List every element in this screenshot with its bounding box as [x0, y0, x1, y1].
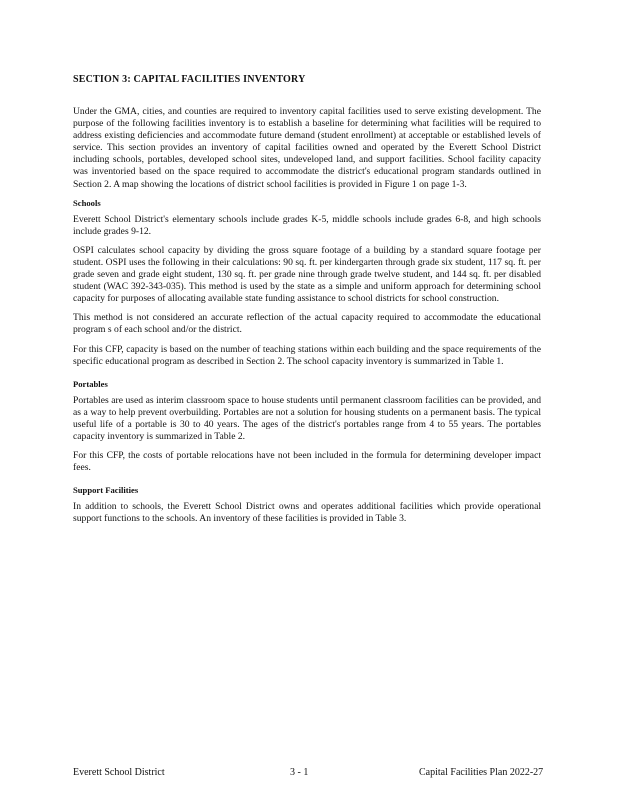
document-body: [73, 106, 541, 532]
portables-heading: Portables: [73, 378, 108, 389]
schools-heading: Schools: [73, 197, 101, 208]
footer-plan-title: Capital Facilities Plan 2022-27: [419, 767, 544, 778]
support-facilities-heading: Support Facilities: [73, 485, 139, 496]
schools-paragraph-3: This method is not considered an accurate reflection of the actual capacity required to accommodate the educational program s of each school and/or the district.: [73, 312, 541, 336]
portables-paragraph-1: Portables are used as interim classroom space to house students until permanent classroom facilities can be provided, and as a way to help prevent overbuilding. Portables are not a solution for housing students on a permanent basis. The typical useful life of a portable is 30 to 40 years. The ages of the district's portables range from 4 to 55 years. The portables capacity inventory is summarized in Table 2.: [73, 394, 541, 442]
section-heading: SECTION 3: CAPITAL FACILITIES INVENTORY: [73, 74, 306, 85]
support-facilities-paragraph: In addition to schools, the Everett School District owns and operates additional facilities which provide operational support functions to the schools. An inventory of these facilities is provided in Table 3.: [73, 501, 541, 525]
footer-page-number: 3 - 1: [290, 767, 309, 778]
footer-district-name: Everett School District: [73, 767, 165, 778]
schools-paragraph-4: For this CFP, capacity is based on the number of teaching stations within each building and the space requirements of the specific educational program as described in Section 2. The school capacity inventory is summarized in Table 1.: [73, 343, 541, 367]
schools-paragraph-1: Everett School District's elementary schools include grades K-5, middle schools include grades 6-8, and high schools include grades 9-12.: [73, 213, 541, 237]
schools-paragraph-2: OSPI calculates school capacity by dividing the gross square footage of a building by a standard square footage per student. OSPI uses the following in their calculations: 90 sq. ft. per kindergarten through grade six student, 117 sq. ft. per grade seven and grade eight student, 130 sq. ft. per grade nine through grade twelve student, and 144 sq. ft. per disabled student (WAC 392-343-035). This method is used by the state as a simple and uniform approach for determining school capacity for purposes of allocating available state funding assistance to school districts for school construction.: [73, 244, 541, 305]
intro-paragraph: Under the GMA, cities, and counties are required to inventory capital facilities used to serve existing development. The purpose of the following facilities inventory is to establish a baseline for determining what facilities will be required to address existing deficiencies and accommodate future demand (student enrollment) at acceptable or established levels of service. This section provides an inventory of capital facilities owned and operated by the Everett School District including schools, portables, developed school sites, undeveloped land, and support facilities. School facility capacity was inventoried based on the space required to accommodate the district's educational program standards outlined in Section 2. A map showing the locations of district school facilities is provided in Figure 1 on page 1-3.: [73, 106, 541, 190]
portables-paragraph-2: For this CFP, the costs of portable relocations have not been included in the formula for determining developer impact fees.: [73, 450, 541, 474]
